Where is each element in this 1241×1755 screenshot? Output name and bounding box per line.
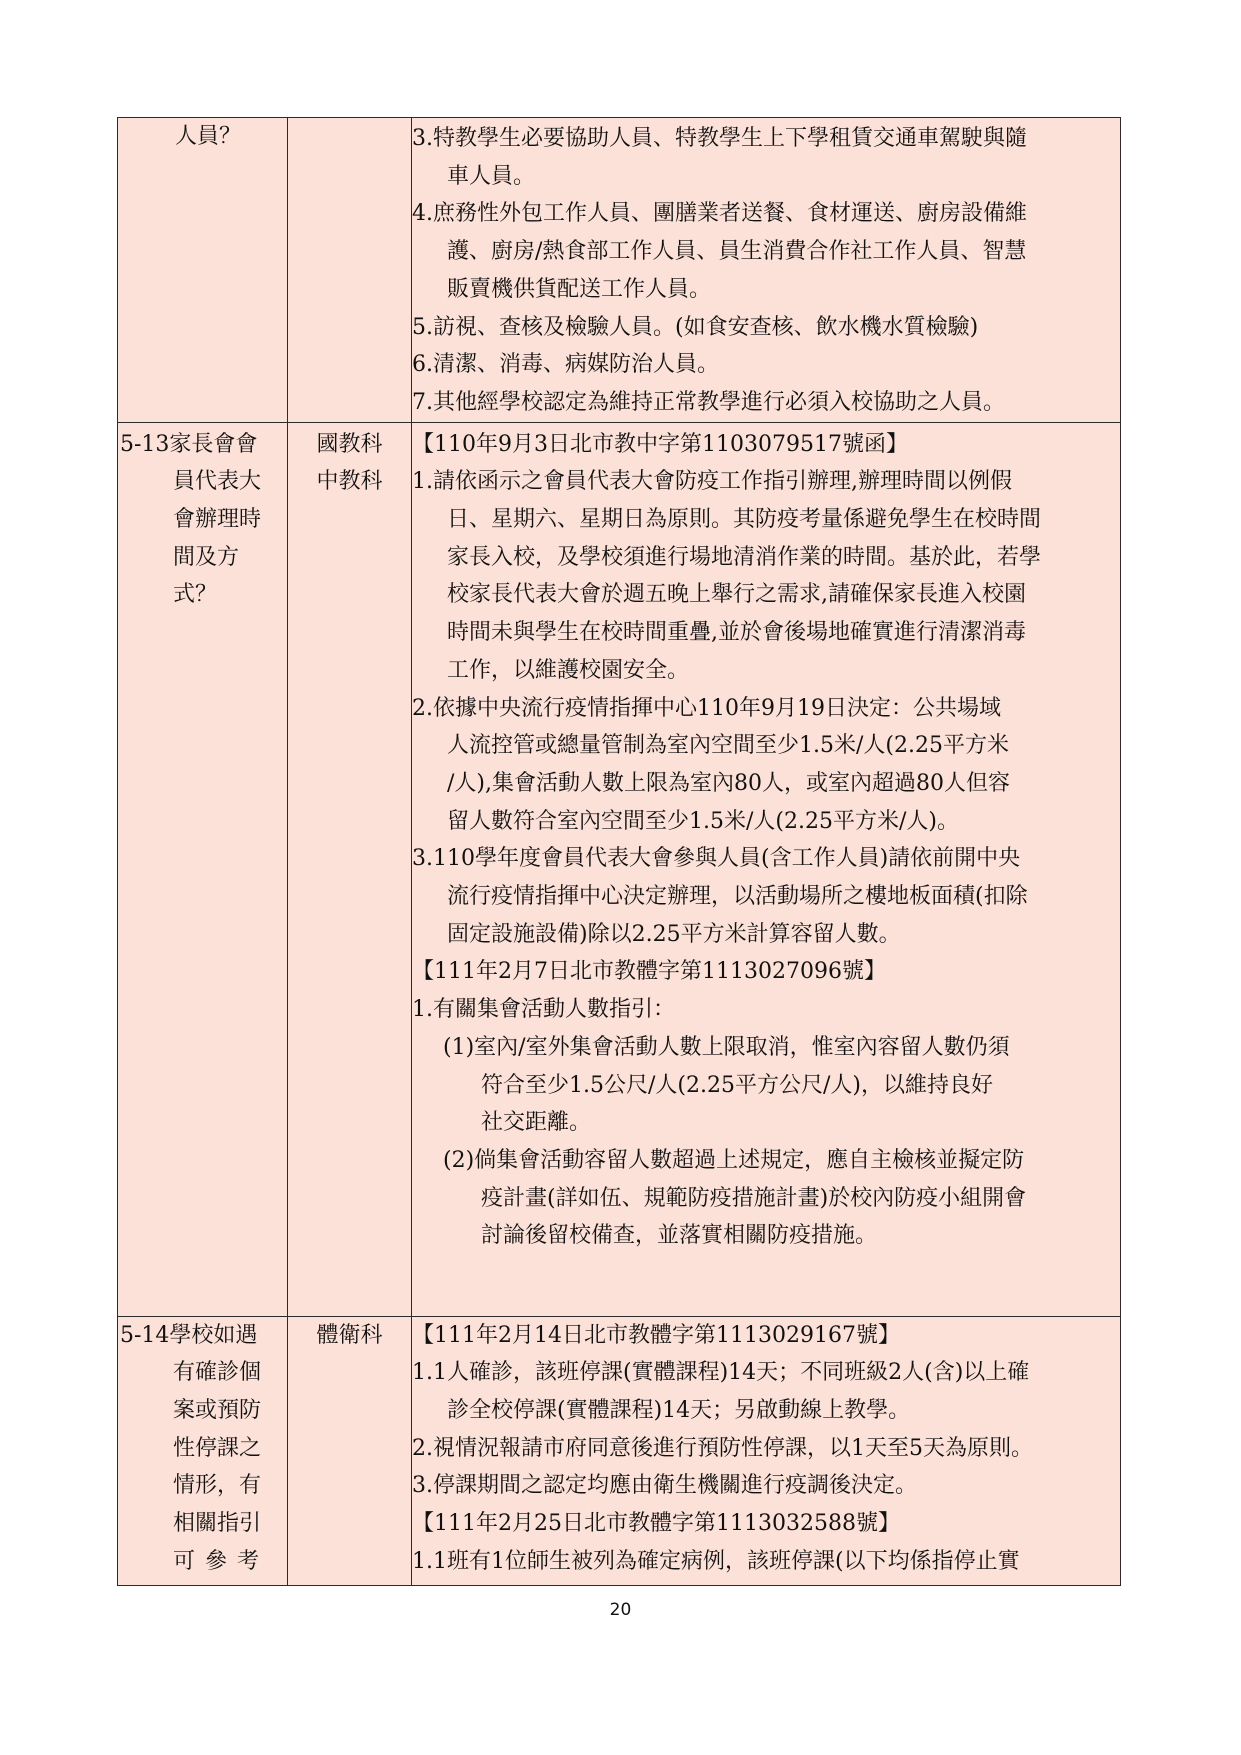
- answer-cell: [412, 422, 1121, 1316]
- answer-line: 時間未與學生在校時間重疊,並於會後場地確實進行清潔消毒: [447, 620, 1026, 646]
- page-number: 20: [609, 1600, 632, 1620]
- answer-line: 日、星期六、星期日為原則。其防疫考量係避免學生在校時間: [447, 507, 1042, 533]
- answer-line: 固定設施設備)除以2.25平方米計算容留人數。: [447, 921, 901, 947]
- department-label: 國教科: [316, 431, 383, 457]
- answer-line: 3.特教學生必要協助人員、特教學生上下學租賃交通車駕駛與隨: [412, 126, 1027, 151]
- answer-subitem: (1)室內/室外集會活動人數上限取消，惟室內容留人數仍須: [443, 1034, 1010, 1060]
- question-line: 式？: [173, 582, 218, 608]
- answer-line: 護、廚房/熱食部工作人員、員生消費合作社工作人員、智慧: [447, 239, 1027, 265]
- answer-line: 1.1人確診，該班停課(實體課程)14天；不同班級2人(含)以上確: [412, 1360, 1030, 1386]
- answer-line: 流行疫情指揮中心決定辦理，以活動場所之樓地板面積(扣除: [447, 884, 1028, 910]
- answer-subitem: 社交距離。: [481, 1110, 592, 1136]
- answer-line: 人流控管或總量管制為室內空間至少1.5米/人(2.25平方米: [447, 733, 1009, 759]
- question-line: 有確診個: [173, 1360, 262, 1386]
- question-line: 5-13家長會會: [120, 431, 258, 457]
- answer-line: 3.停課期間之認定均應由衛生機關進行疫調後決定。: [412, 1473, 917, 1499]
- answer-line: 診全校停課(實體課程)14天；另啟動線上教學。: [447, 1398, 911, 1424]
- answer-line: 2.視情況報請市府同意後進行預防性停課，以1天至5天為原則。: [412, 1435, 1033, 1461]
- department-label: 體衛科: [316, 1322, 383, 1348]
- answer-heading: 【111年2月25日北市教體字第1113032588號】: [412, 1511, 900, 1537]
- table-row: [118, 1316, 1121, 1585]
- answer-subitem: 討論後留校備查，並落實相關防疫措施。: [481, 1223, 878, 1249]
- answer-line: 1.1班有1位師生被列為確定病例，該班停課(以下均係指停止實: [412, 1548, 1020, 1574]
- answer-line: 2.依據中央流行疫情指揮中心110年9月19日決定：公共場域: [412, 695, 1001, 721]
- question-line: 可參考: [173, 1548, 270, 1574]
- question-line: 5-14學校如遇: [120, 1322, 258, 1348]
- answer-subitem: (2)倘集會活動容留人數超過上述規定，應自主檢核並擬定防: [443, 1147, 1025, 1173]
- answer-line: /人),集會活動人數上限為室內80人，或室內超過80人但容: [447, 770, 1010, 796]
- answer-subitem: 符合至少1.5公尺/人(2.25平方公尺/人)，以維持良好: [481, 1072, 993, 1098]
- answer-line: 販賣機供貨配送工作人員。: [447, 276, 712, 302]
- table-row: [118, 422, 1121, 1316]
- question-line: 性停課之: [173, 1435, 262, 1461]
- question-line: 情形，有: [173, 1473, 262, 1499]
- department-cell: [288, 1316, 412, 1585]
- department-label: 中教科: [316, 469, 383, 495]
- answer-cell: [412, 1316, 1121, 1585]
- answer-line: 6.清潔、消毒、病媒防治人員。: [412, 352, 719, 378]
- question-cell: [118, 1316, 288, 1585]
- answer-line: 工作，以維護校園安全。: [447, 657, 690, 683]
- faq-table: [117, 117, 1121, 1586]
- answer-line: 車人員。: [447, 163, 536, 189]
- answer-line: 7.其他經學校認定為維持正常教學進行必須入校協助之人員。: [412, 389, 1005, 415]
- question-line: 人員？: [175, 124, 242, 149]
- answer-subitem: 疫計畫(詳如伍、規範防疫措施計畫)於校內防疫小組開會: [481, 1185, 1027, 1211]
- answer-line: 1.有關集會活動人數指引：: [412, 997, 675, 1023]
- answer-line: 1.請依函示之會員代表大會防疫工作指引辦理,辦理時間以例假: [412, 469, 1012, 495]
- question-line: 員代表大: [173, 469, 262, 495]
- question-line: 案或預防: [173, 1398, 262, 1424]
- question-line: 間及方: [173, 544, 240, 570]
- answer-line: 家長入校，及學校須進行場地清消作業的時間。基於此，若學: [447, 544, 1042, 570]
- answer-cell: [412, 118, 1121, 423]
- answer-heading: 【111年2月7日北市教體字第1113027096號】: [412, 959, 886, 985]
- question-line: 相關指引: [173, 1511, 262, 1537]
- answer-heading: 【110年9月3日北市教中字第1103079517號函】: [412, 431, 908, 457]
- answer-line: 留人數符合室內空間至少1.5米/人(2.25平方米/人)。: [447, 808, 959, 834]
- answer-line: 3.110學年度會員代表大會參與人員(含工作人員)請依前開中央: [412, 846, 1021, 872]
- question-line: 會辦理時: [173, 507, 262, 533]
- answer-line: 4.庶務性外包工作人員、團膳業者送餐、食材運送、廚房設備維: [412, 201, 1027, 227]
- department-cell: [288, 118, 412, 423]
- answer-line: 校家長代表大會於週五晚上舉行之需求,請確保家長進入校園: [447, 582, 1026, 608]
- answer-line: 5.訪視、查核及檢驗人員。(如食安查核、飲水機水質檢驗): [412, 314, 979, 340]
- department-cell: [288, 422, 412, 1316]
- question-cell: [118, 422, 288, 1316]
- answer-heading: 【111年2月14日北市教體字第1113029167號】: [412, 1322, 900, 1348]
- table-row: [118, 118, 1121, 423]
- question-cell: [118, 118, 288, 423]
